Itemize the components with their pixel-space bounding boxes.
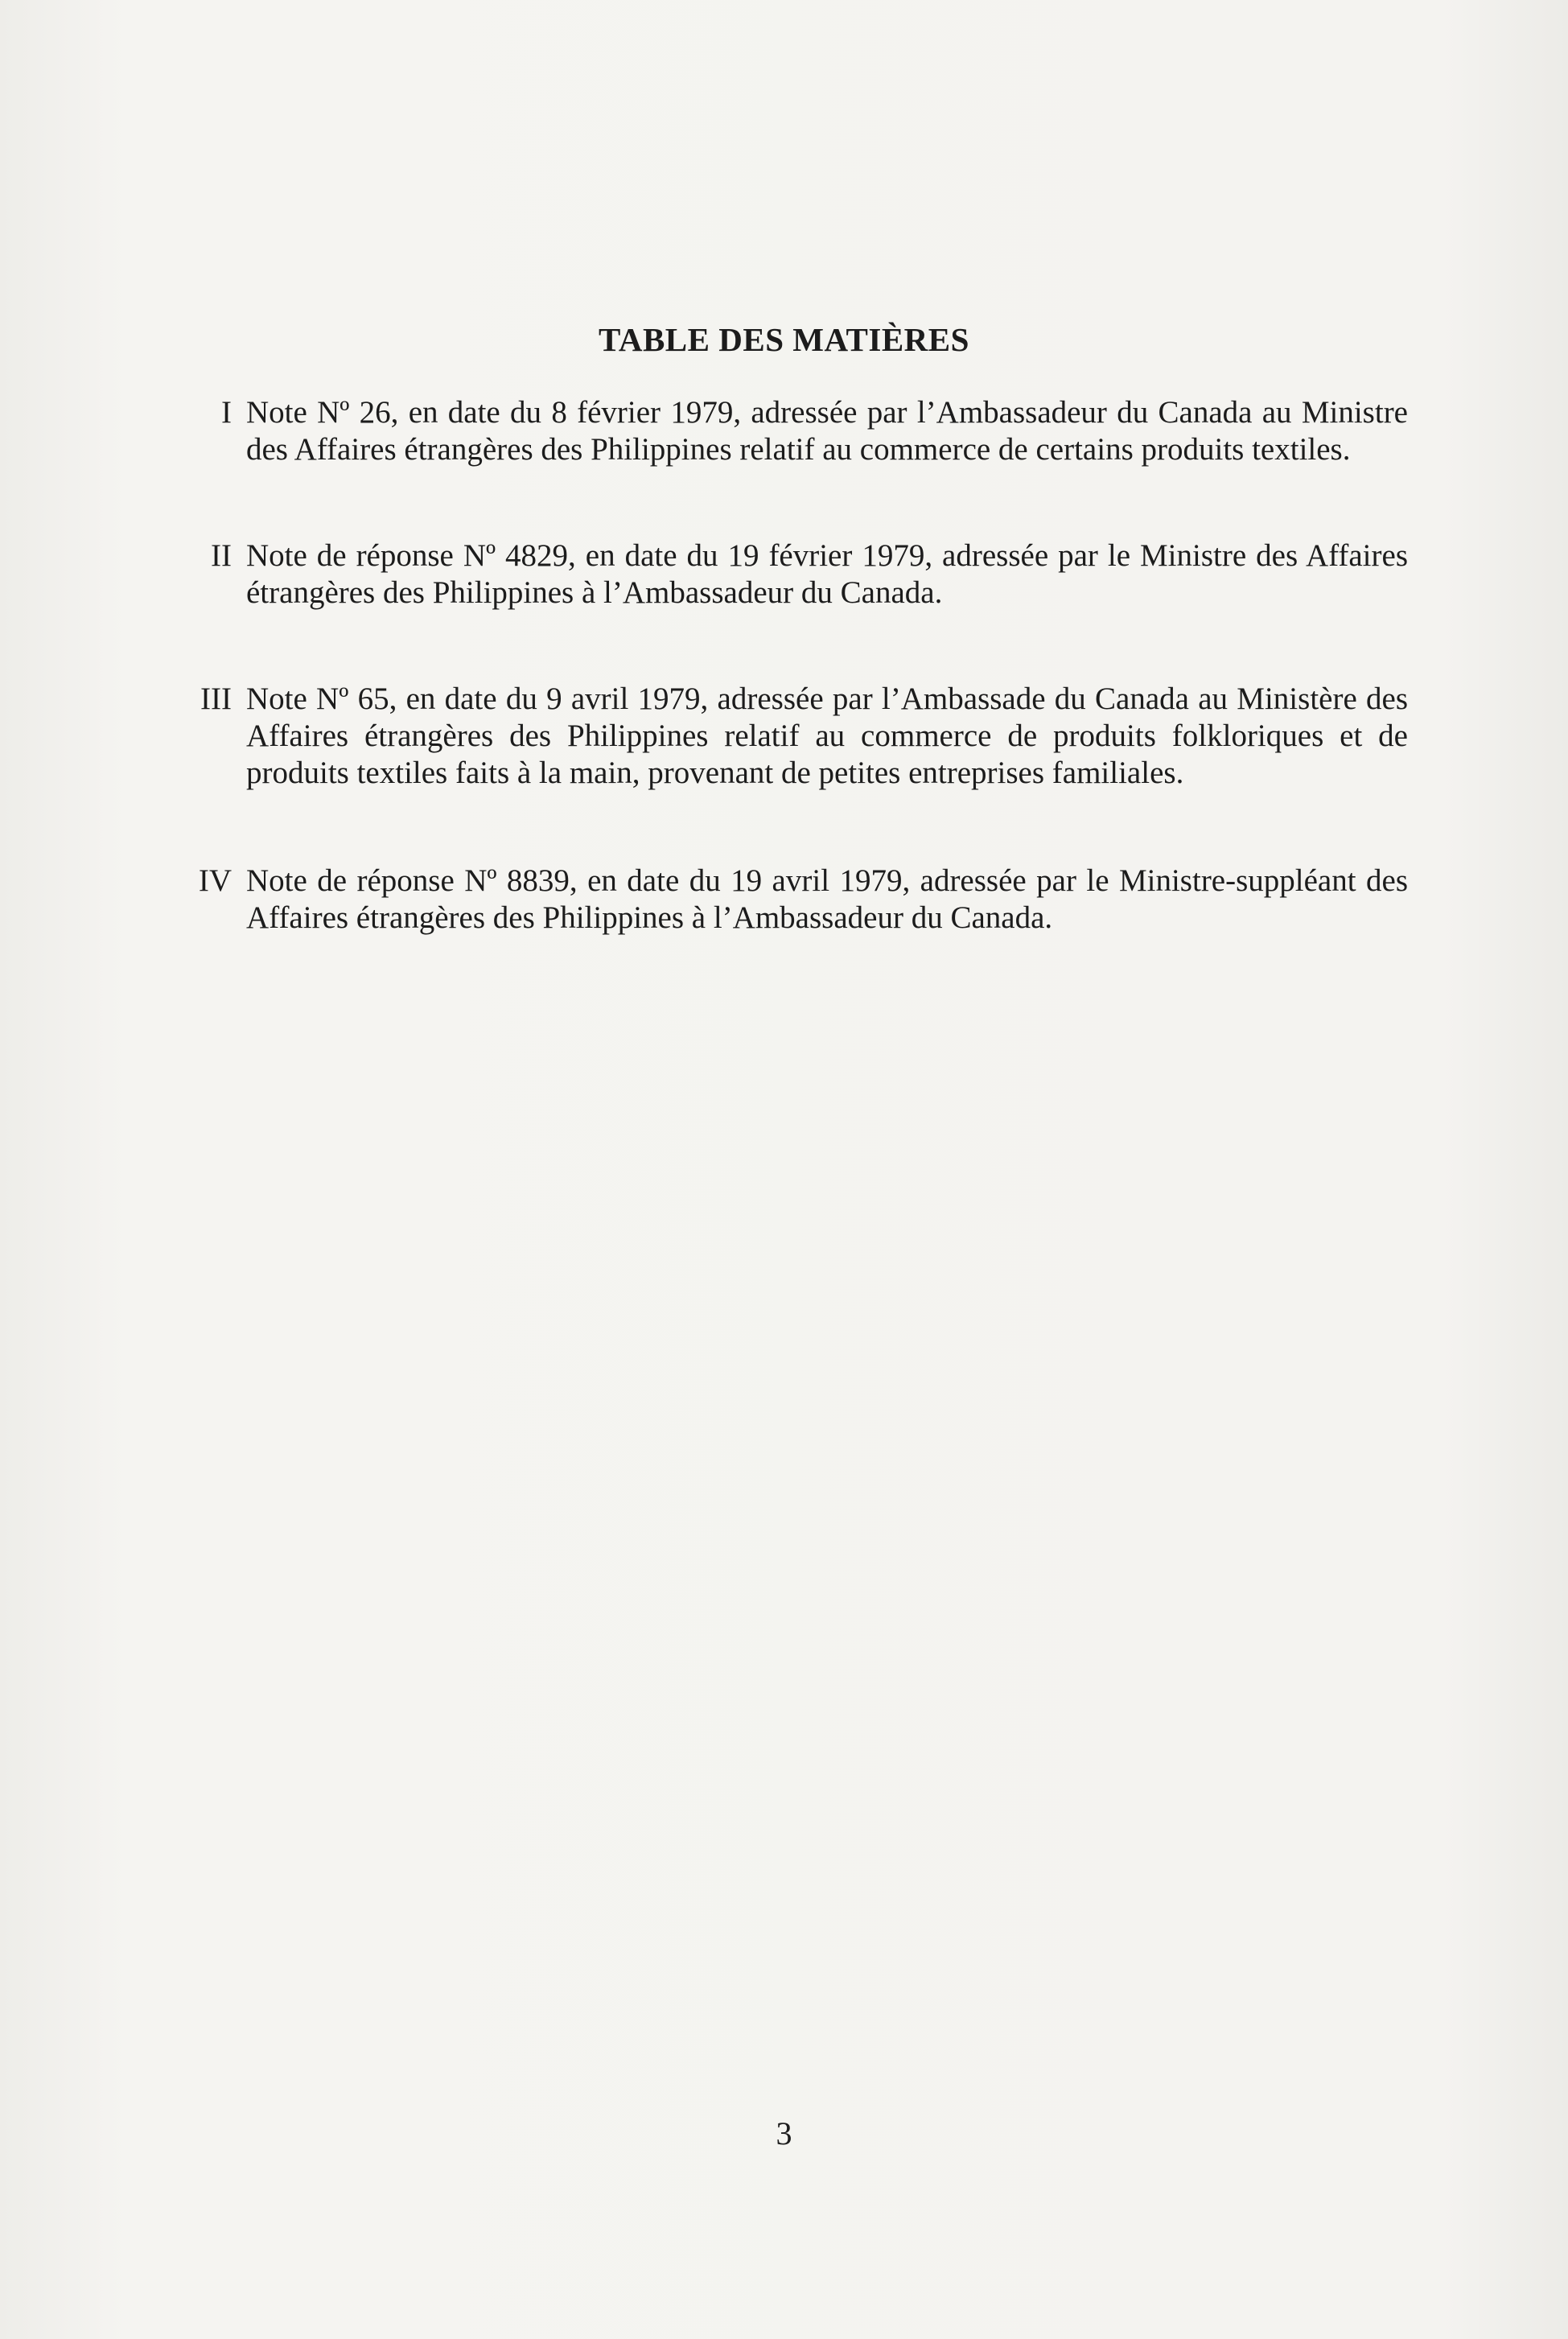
toc-entry-numeral: III [200,682,232,716]
toc-entry-iv [185,863,1408,937]
toc-entry-numeral: IV [198,863,232,898]
toc-entry-text: Note Nº 65, en date du 9 avril 1979, adressée par l’Ambassade du Canada au Ministère des Affaires étrangères des Philippines relatif au commerce de produits folkloriques et de produits textiles faits à la main, provenant de petites entreprises familiales. [246,682,1408,790]
page-title: TABLE DES MATIÈRES [599,321,969,358]
table-of-contents [185,394,1408,937]
toc-entry-text: Note Nº 26, en date du 8 février 1979, adressée par l’Ambassadeur du Canada au Ministre des Affaires étrangères des Philippines relatif au commerce de certains produits textiles. [246,395,1408,467]
toc-entry-numeral: II [211,538,232,573]
toc-entry-text: Note de réponse Nº 4829, en date du 19 février 1979, adressée par le Ministre des Affaires étrangères des Philippines à l’Ambassadeur du Canada. [246,538,1408,610]
toc-entry-i [185,394,1408,468]
toc-entry-ii [185,537,1408,612]
page-number: 3 [776,2115,792,2152]
toc-entry-numeral: I [221,395,232,430]
toc-entry-iii [185,681,1408,792]
toc-entry-text: Note de réponse Nº 8839, en date du 19 avril 1979, adressée par le Ministre-suppléant des Affaires étrangères des Philippines à l’Ambassadeur du Canada. [246,863,1408,935]
